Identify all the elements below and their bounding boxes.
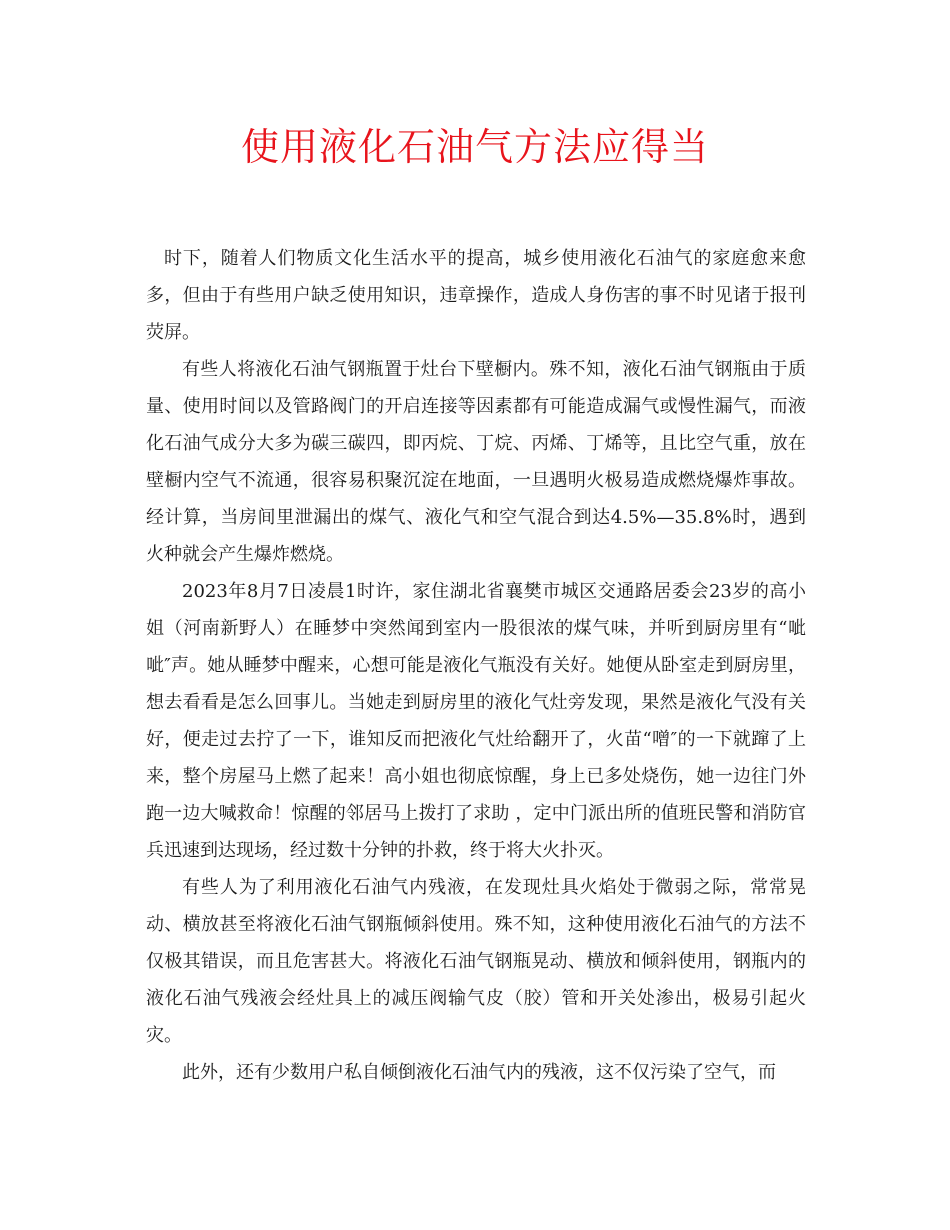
- paragraph-residue-dumping: 此外，还有少数用户私自倾倒液化石油气内的残液，这不仅污染了空气，而: [182, 1062, 776, 1083]
- document-body: [146, 240, 806, 1091]
- paragraph-tilting-cylinder: 有些人为了利用液化石油气内残液，在发现灶具火焰处于微弱之际，常常晃动、横放甚至将液化石油气钢瓶倾斜使用。殊不知，这种使用液化石油气的方法不仅极其错误，而且危害甚大。将液化石油气钢瓶晃动、横放和倾斜使用，钢瓶内的液化石油气残液会经灶具上的减压阀输气皮（胶）管和开关处渗出，极易引起火灾。: [146, 877, 806, 1046]
- paragraph-intro: 时下，随着人们物质文化生活水平的提高，城乡使用液化石油气的家庭愈来愈多，但由于有些用户缺乏使用知识，违章操作，造成人身伤害的事不时见诸于报刊荧屏。: [146, 248, 806, 343]
- document-title: 使用液化石油气方法应得当: [240, 125, 709, 169]
- paragraph-incident-case: 2023年8月7日凌晨1时许，家住湖北省襄樊市城区交通路居委会23岁的高小姐（河南新野人）在睡梦中突然闻到室内一股很浓的煤气味，并听到厨房里有“呲呲″声。她从睡梦中醒来，心想可能是液化气瓶没有关好。她便从卧室走到厨房里，想去看看是怎么回事儿。当她走到厨房里的液化气灶旁发现，果然是液化气没有关好，便走过去拧了一下，谁知反而把液化气灶给翻开了，火苗“噌″的一下就蹿了上来，整个房屋马上燃了起来！高小姐也彻底惊醒，身上已多处烧伤，她一边往门外跑一边大喊救命！惊醒的邻居马上拨打了求助 ，定中门派出所的值班民警和消防官兵迅速到达现场，经过数十分钟的扑救，终于将大火扑灭。: [146, 581, 806, 861]
- paragraph-cabinet-storage: 有些人将液化石油气钢瓶置于灶台下壁橱内。殊不知，液化石油气钢瓶由于质量、使用时间以及管路阀门的开启连接等因素都有可能造成漏气或慢性漏气，而液化石油气成分大多为碳三碳四，即丙烷、丁烷、丙烯、丁烯等，且比空气重，放在壁橱内空气不流通，很容易积聚沉淀在地面，一旦遇明火极易造成燃烧爆炸事故。经计算，当房间里泄漏出的煤气、液化气和空气混合到达4.5%—35.8%时，遇到火种就会产生爆炸燃烧。: [146, 359, 806, 565]
